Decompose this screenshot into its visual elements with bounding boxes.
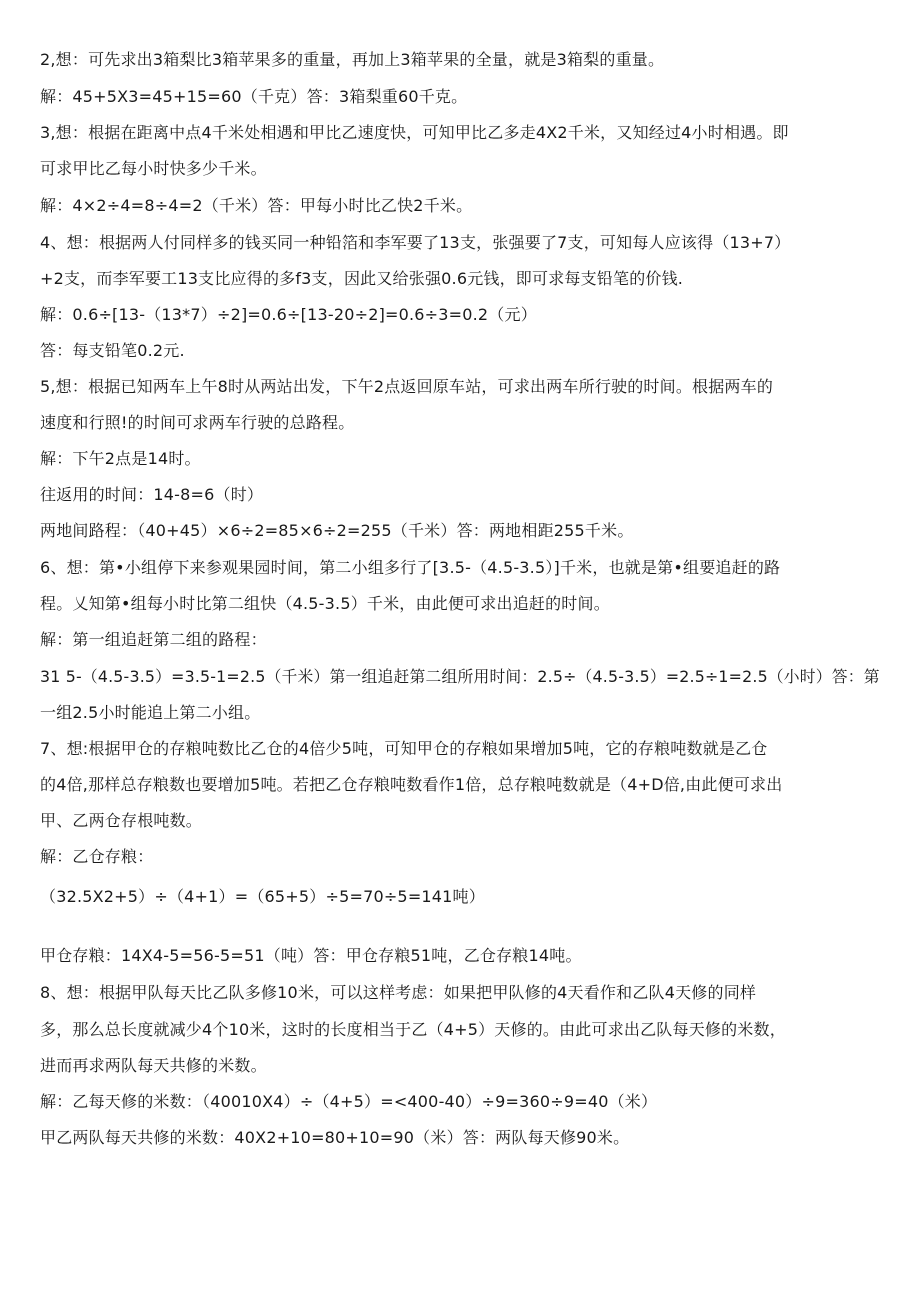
text-line: 2,想：可先求出3箱梨比3箱苹果多的重量，再加上3箱苹果的全量，就是3箱梨的重量。: [40, 50, 665, 69]
text-line: 解：4×2÷4=8÷4=2（千米）答：甲每小时比乙快2千米。: [40, 196, 473, 215]
text-line: 可求甲比乙每小时快多少千米。: [40, 159, 267, 178]
text-line: 6、想：第•小组停下来参观果园时间，第二小组多行了[3.5-（4.5-3.5）]千米，也就是第•组要追赶的路: [40, 558, 781, 577]
text-line: 速度和行照!的时间可求两车行驶的总路程。: [40, 413, 355, 432]
text-line: 两地间路程：（40+45）×6÷2=85×6÷2=255（千米）答：两地相距255千米。: [40, 521, 634, 540]
text-line: +2支，而李军要工13支比应得的多f3支，因此又给张强0.6元钱，即可求每支铅笔的价钱.: [40, 269, 684, 288]
text-line: 往返用的时间：14-8=6（时）: [40, 485, 264, 504]
text-line: 解：下午2点是14时。: [40, 449, 201, 468]
text-line: （32.5X2+5）÷（4+1）=（65+5）÷5=70÷5=141吨）: [40, 887, 485, 906]
text-line: 解：第一组追赶第二组的路程：: [40, 630, 267, 649]
text-line: 答：每支铅笔0.2元.: [40, 341, 185, 360]
text-line: 甲乙两队每天共修的米数：40X2+10=80+10=90（米）答：两队每天修90米。: [40, 1128, 630, 1147]
text-line: 进而再求两队每天共修的米数。: [40, 1056, 267, 1075]
text-line: 解：0.6÷[13-（13*7）÷2]=0.6÷[13-20÷2]=0.6÷3=0.2（元）: [40, 305, 537, 324]
text-line: 8、想：根据甲队每天比乙队多修10米，可以这样考虑：如果把甲队修的4天看作和乙队4天修的同样: [40, 983, 757, 1002]
text-line: 解：乙仓存粮：: [40, 847, 154, 866]
text-line: 5,想：根据已知两车上午8时从两站出发，下午2点返回原车站，可求出两车所行驶的时间。根据两车的: [40, 377, 774, 396]
text-line: 7、想:根据甲仓的存粮吨数比乙仓的4倍少5吨，可知甲仓的存粮如果增加5吨，它的存粮吨数就是乙仓: [40, 739, 768, 758]
text-line: 一组2.5小时能追上第二小组。: [40, 703, 261, 722]
text-line: 甲仓存粮：14X4-5=56-5=51（吨）答：甲仓存粮51吨，乙仓存粮14吨。: [40, 946, 582, 965]
text-line: 3,想：根据在距离中点4千米处相遇和甲比乙速度快，可知甲比乙多走4X2千米，又知经过4小时相遇。即: [40, 123, 789, 142]
text-line: 解：乙每天修的米数：（40010X4）÷（4+5）=<400-40）÷9=360÷9=40（米）: [40, 1092, 658, 1111]
text-line: 程。乂知第•组每小时比第二组快（4.5-3.5）千米，由此便可求出追赶的时间。: [40, 594, 610, 613]
text-line: 解：45+5X3=45+15=60（千克）答：3箱梨重60千克。: [40, 87, 468, 106]
text-line: 31 5-（4.5-3.5）=3.5-1=2.5（千米）第一组追赶第二组所用时间：2.5÷（4.5-3.5）=2.5÷1=2.5（小时）答：第: [40, 667, 880, 686]
text-line: 的4倍,那样总存粮数也要增加5吨。若把乙仓存粮吨数看作1倍，总存粮吨数就是（4+D倍,由此便可求出: [40, 775, 783, 794]
text-line: 甲、乙两仓存根吨数。: [40, 811, 203, 830]
text-line: 多，那么总长度就减少4个10米，这时的长度相当于乙（4+5）天修的。由此可求出乙队每天修的米数，: [40, 1020, 786, 1039]
text-line: 4、想：根据两人付同样多的钱买同一种铅箔和李军要了13支，张强要了7支，可知每人应该得（13+7）: [40, 233, 791, 252]
